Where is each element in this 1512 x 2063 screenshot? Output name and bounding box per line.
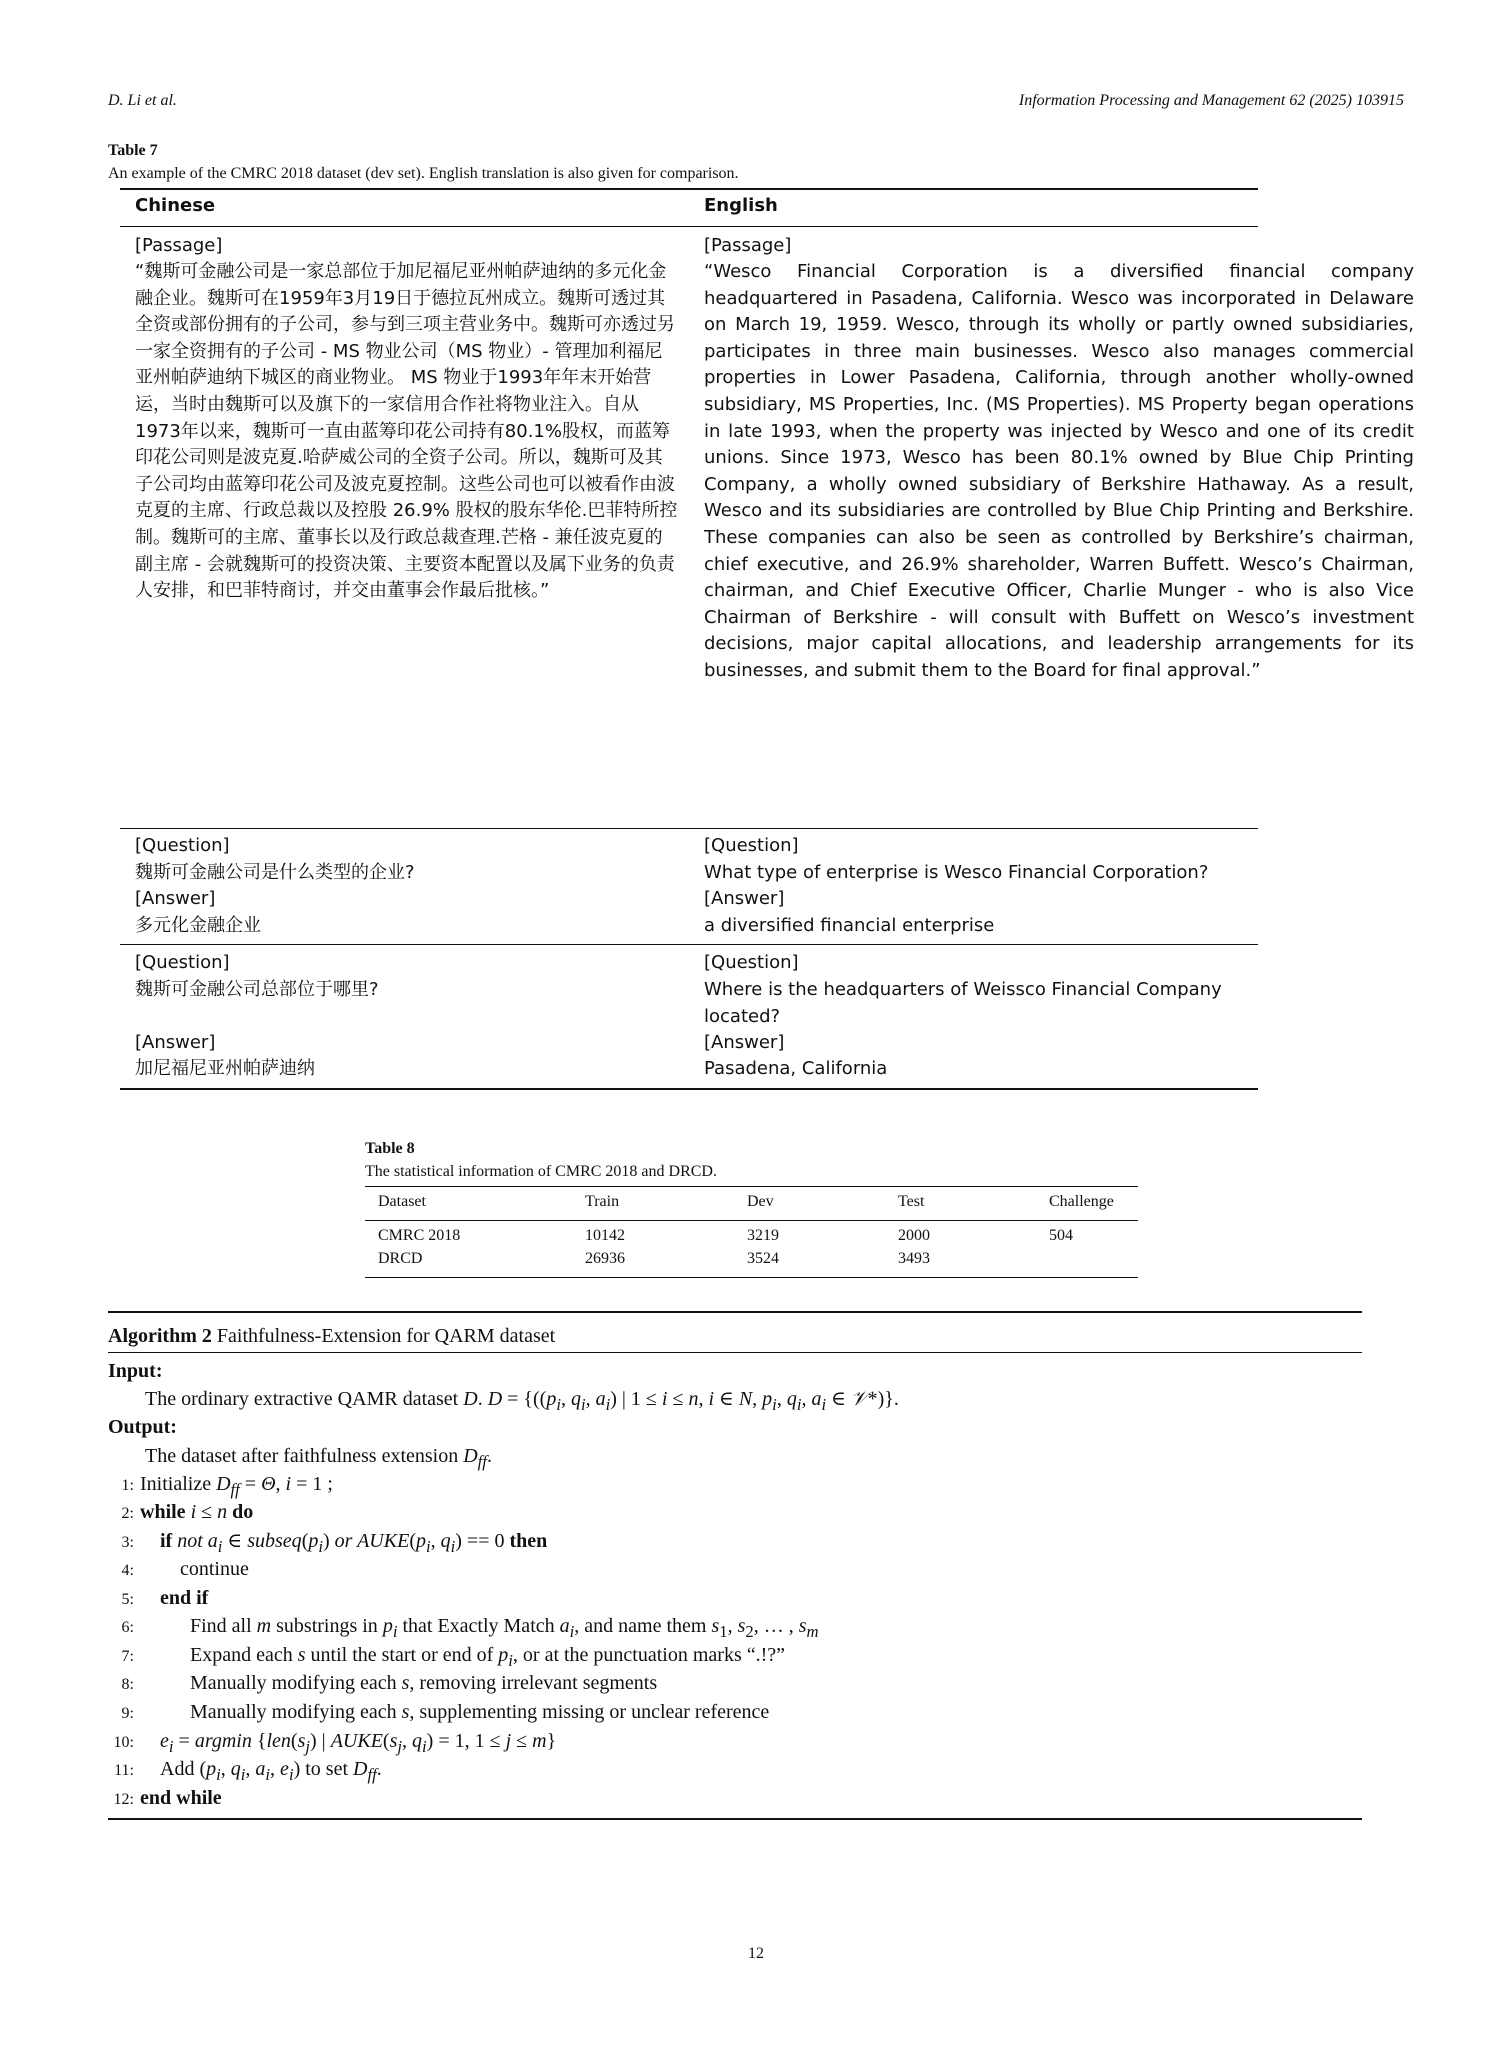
table8-col-test: Test — [898, 1193, 925, 1210]
table7-col-chinese: Chinese — [135, 195, 216, 216]
qa2-answer-en: Pasadena, California — [704, 1058, 888, 1079]
passage-zh: “魏斯可金融公司是一家总部位于加尼福尼亚州帕萨迪纳的多元化金融企业。魏斯可在1959年3月19日于德拉瓦州成立。魏斯可透过其全资或部份拥有的子公司，参与到三项主营业务中。魏斯可亦透过另一家全资拥有的子公司 - MS 物业公司（MS 物业）- 管理加利福尼亚州帕萨迪纳下城区的商业物业。 MS 物业于1993年年末开始营运，当时由魏斯可以及旗下的一家信用合作社将物业注入。自从1973年以来，魏斯可一直由蓝筹印花公司持有80.1%股权，而蓝筹印花公司则是波克夏.哈萨威公司的全资子公司。所以，魏斯可及其子公司均由蓝筹印花公司及波克夏控制。这些公司也可以被看作由波克夏的主席、行政总裁以及控股 26.9% 股权的股东华伦.巴菲特所控制。魏斯可的主席、董事长以及行政总裁查理.芒格 - 兼任波克夏的副主席 - 会就魏斯可的投资决策、主要资本配置以及属下业务的负责人安排，和巴菲特商讨，并交由董事会作最后批核。” — [135, 261, 678, 602]
page-number: 12 — [748, 1945, 764, 1962]
table8-cell: DRCD — [378, 1250, 423, 1267]
algo-top-rule — [108, 1311, 1362, 1313]
table8-col-dev: Dev — [747, 1193, 774, 1210]
table8-cell: 3524 — [747, 1250, 779, 1267]
table8-header-rule — [365, 1220, 1138, 1221]
algo-line-11: 11: Add ($p_i$, $q_i$, $a_i$, $e_i$) to set $D_{ff}$. — [114, 1758, 382, 1784]
qa1-question-zh: 魏斯可金融公司是什么类型的企业? — [135, 862, 415, 883]
qa2-question-tag-zh: [Question] — [135, 952, 230, 973]
table8-col-train: Train — [585, 1193, 620, 1210]
algo-line-10: 10: $e_i = argmin$ {$len(s_j)$ | $AUKE(s_j$, $q_i) = 1$, 1 ≤ j ≤ m} — [113, 1730, 557, 1756]
algo-line-9: 9: Manually modifying each s, supplementing missing or unclear reference — [121, 1701, 770, 1723]
table8-cell: 26936 — [585, 1250, 625, 1267]
algo-output-line: The dataset after faithfulness extension $D_{ff}$. — [145, 1445, 492, 1471]
table8-bottom-rule — [365, 1277, 1138, 1278]
qa2-answer-zh: 加尼福尼亚州帕萨迪纳 — [135, 1058, 315, 1079]
algo-line-4: 4: continue — [121, 1558, 249, 1580]
table7-header-rule — [120, 226, 1258, 227]
passage-tag-en: [Passage] — [704, 235, 792, 256]
qa1-answer-tag-en: [Answer] — [704, 888, 785, 909]
running-header-journal: Information Processing and Management 62 (2025) 103915 — [1018, 92, 1404, 109]
algo-line-7: 7: Expand each s until the start or end of $p_i$, or at the punctuation marks “.!?” — [121, 1644, 786, 1670]
table8-col-challenge: Challenge — [1049, 1193, 1114, 1210]
qa2-answer-tag-zh: [Answer] — [135, 1032, 216, 1053]
table8-col-dataset: Dataset — [378, 1193, 426, 1210]
algo-line-1: 1: Initialize $D_{ff} = \Theta$, i = 1 ; — [121, 1473, 333, 1499]
algo-output-text: The dataset after faithfulness extension — [145, 1445, 464, 1467]
table7-label: Table 7 — [108, 142, 158, 159]
algo-line-3: 3: if not $a_i$ ∈ $subseq(p_i)$ or $AUKE(p_i$, $q_i) == 0$ then — [121, 1530, 548, 1556]
algo-title-line — [108, 1322, 555, 1350]
table8-cell: 3219 — [747, 1227, 779, 1244]
qa2-answer-tag-en: [Answer] — [704, 1032, 785, 1053]
table7-caption: An example of the CMRC 2018 dataset (dev set). English translation is also given for comparison. — [108, 165, 739, 182]
table7-bottom-rule — [120, 1088, 1258, 1090]
table8-cell: CMRC 2018 — [378, 1227, 461, 1244]
algo-line-2: 2: while i ≤ n do — [121, 1501, 254, 1523]
algo-line-12: 12: end while — [113, 1787, 222, 1809]
qa1-question-tag-zh: [Question] — [135, 835, 230, 856]
algo-input-label: Input: — [108, 1360, 163, 1382]
algo-title: Faithfulness-Extension for QARM dataset — [216, 1325, 556, 1347]
qa1-question-tag-en: [Question] — [704, 835, 799, 856]
table8-cell: 2000 — [898, 1227, 930, 1244]
qa2-question-en: Where is the headquarters of Weissco Financial Company located? — [704, 979, 1222, 1027]
algo-label: Algorithm 2 — [108, 1325, 212, 1347]
table8-cell: 10142 — [585, 1227, 625, 1244]
table8-top-rule — [365, 1186, 1138, 1187]
algo-input-text: The ordinary extractive QAMR dataset — [145, 1388, 464, 1410]
qa2-question-zh: 魏斯可金融公司总部位于哪里? — [135, 979, 379, 1000]
qa2-question-tag-en: [Question] — [704, 952, 799, 973]
table8-cell: 3493 — [898, 1250, 930, 1267]
algo-output-label: Output: — [108, 1416, 177, 1438]
passage-tag-zh: [Passage] — [135, 235, 223, 256]
table7-row-rule-1 — [120, 828, 1258, 829]
table8-cell: 504 — [1049, 1227, 1073, 1244]
table7-top-rule — [120, 188, 1258, 190]
algo-line-6: 6: Find all m substrings in $p_i$ that Exactly Match $a_i$, and name them $s_1$, $s_2$, … , $s_m$ — [121, 1615, 819, 1641]
table7-row-rule-2 — [120, 944, 1258, 945]
algo-line-5: 5: end if — [121, 1587, 209, 1609]
qa1-question-en: What type of enterprise is Wesco Financial Corporation? — [704, 862, 1209, 883]
algo-bottom-rule — [108, 1818, 1362, 1820]
table8-label: Table 8 — [365, 1140, 415, 1157]
running-header-authors: D. Li et al. — [108, 92, 177, 109]
algo-line-8: 8: Manually modifying each s, removing irrelevant segments — [121, 1672, 658, 1694]
qa1-answer-zh: 多元化金融企业 — [135, 915, 261, 936]
qa1-answer-en: a diversified financial enterprise — [704, 915, 995, 936]
table7-col-english: English — [704, 195, 778, 216]
algo-title-rule — [108, 1352, 1362, 1353]
algo-input-line: The ordinary extractive QAMR dataset D. $D = \{((p_i$, $q_i$, $a_i$) | 1 ≤ i ≤ n, i ∈ N, $p_i$, $q_i$, $a_i$ ∈ 𝒱*)}. — [145, 1388, 899, 1414]
table8-caption: The statistical information of CMRC 2018 and DRCD. — [365, 1163, 717, 1180]
passage-en: “Wesco Financial Corporation is a diversified financial company headquartered in Pasadena, California. Wesco was incorporated in Delaware on March 19, 1959. Wesco, through its wholly or partly owned subsidiaries, participates in three main businesses. Wesco also manages commercial properties in Lower Pasadena, California, through another wholly-owned subsidiary, MS Properties, Inc. (MS Properties). MS Property began operations in late 1993, when the property was injected by Wesco and one of its credit unions. Since 1973, Wesco has been 80.1% owned by Blue Chip Printing Company, a wholly owned subsidiary of Berkshire Hathaway. As a result, Wesco and its subsidiaries are controlled by Blue Chip Printing and Berkshire. These companies can also be seen as controlled by Berkshire’s chairman, chief executive, and 26.9% shareholder, Warren Buffett. Wesco’s Chairman, chairman, and Chief Executive Officer, Charlie Munger - who is also Vice Chairman of Berkshire - will consult with Buffett on Wesco’s investment decisions, major capital allocations, and leadership arrangements for its businesses, and submit them to the Board for final approval.” — [704, 261, 1414, 681]
qa1-answer-tag-zh: [Answer] — [135, 888, 216, 909]
